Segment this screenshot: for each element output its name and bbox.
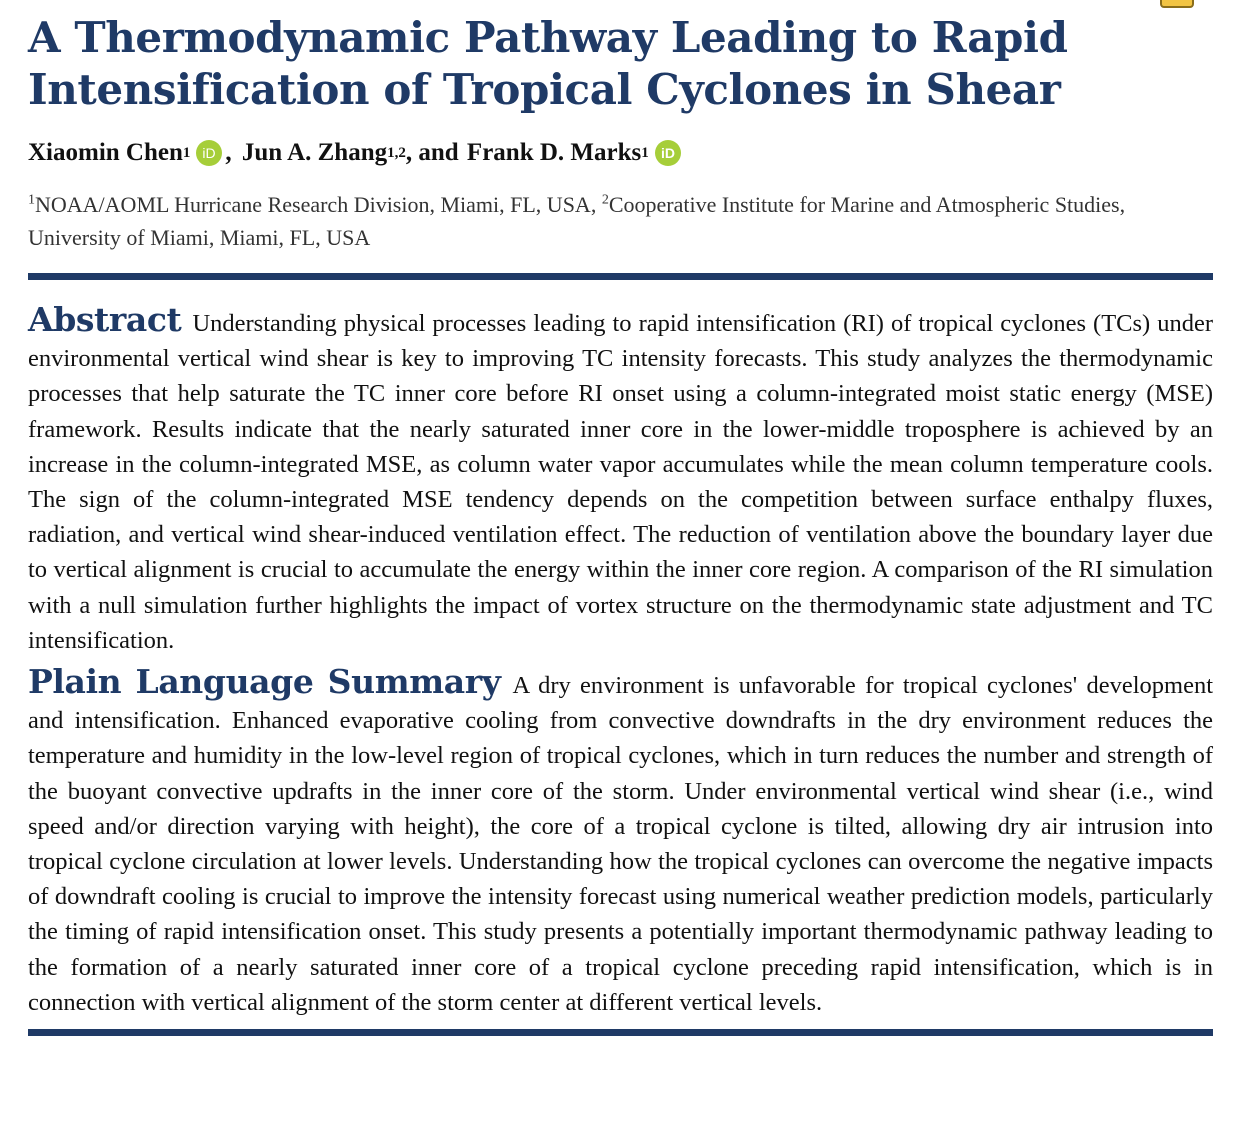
orcid-icon-label: iD — [660, 145, 675, 161]
orcid-icon[interactable] — [196, 140, 222, 166]
affiliations — [28, 188, 1213, 254]
article-title — [28, 12, 1213, 116]
author-separator: , and — [405, 139, 465, 166]
author-name[interactable]: Frank D. Marks — [466, 139, 642, 166]
affiliation-mark: 1 — [28, 192, 35, 208]
plain-language-summary-section — [28, 664, 1213, 1020]
plain-language-summary-heading: Plain Language Summary — [28, 662, 501, 702]
orcid-icon[interactable] — [655, 140, 681, 166]
abstract-heading: Abstract — [28, 300, 182, 339]
abstract-section — [28, 302, 1213, 658]
author-name[interactable]: Xiaomin Chen — [28, 139, 183, 166]
author-separator: , — [225, 139, 238, 166]
abstract-text: Understanding physical processes leading to rapid intensification (RI) of tropical cyclones (TCs) under environmental vertical wind shear is key to improving TC intensity forecasts. This study analyzes the thermodynamic processes that help saturate the TC inner core before RI onset using a column-integrated moist static energy (MSE) framework. Results indicate that the nearly saturated inner core in the lower-middle troposphere is achieved by an increase in the column-integrated MSE, as column water vapor accumulates while the mean column temperature cools. The sign of the column-integrated MSE tendency depends on the competition between surface enthalpy fluxes, radiation, and vertical wind shear-induced ventilation effect. The reduction of ventilation above the boundary layer due to vertical alignment is crucial to accumulate the energy within the inner core region. A comparison of the RI simulation with a null simulation further highlights the impact of vortex structure on the thermodynamic state adjustment and TC intensification. — [28, 310, 1214, 654]
author-name[interactable]: Jun A. Zhang — [241, 139, 388, 166]
title-line-1: A Thermodynamic Pathway Leading to Rapid — [28, 13, 1068, 62]
affiliation-text: Cooperative Institute for Marine and Atmospheric Studies, University of Miami, Miami, FL, USA — [28, 192, 1126, 250]
title-line-2: Intensification of Tropical Cyclones in Shear — [28, 65, 1061, 114]
plain-language-summary-text: A dry environment is unfavorable for tropical cyclones' development and intensification. Enhanced evaporative cooling from convective downdrafts in the dry environment reduces the temperature and humidity in the low-level region of tropical cyclones, which in turn reduces the number and strength of the buoyant convective updrafts in the inner core of the storm. Under environmental vertical wind shear (i.e., wind speed and/or direction varying with height), the core of a tropical cyclone is tilted, allowing dry air intrusion into tropical cyclone circulation at lower levels. Understanding how the tropical cyclones can overcome the negative impacts of downdraft cooling is crucial to improve the intensity forecast using numerical weather prediction models, particularly the timing of rapid intensification onset. This study presents a potentially important thermodynamic pathway leading to the formation of a nearly saturated inner core of a tropical cyclone preceding rapid intensification, which is in connection with vertical alignment of the storm center at different vertical levels. — [28, 672, 1214, 1016]
affiliation-mark: 2 — [601, 192, 609, 208]
section-divider — [28, 273, 1213, 280]
author-list: Xiaomin Chen 1 iD , Jun A. Zhang 1,2 , and Frank D. Marks 1 iD — [28, 138, 1213, 168]
section-divider — [28, 1029, 1213, 1036]
affiliation-text: NOAA/AOML Hurricane Research Division, Miami, FL, USA, — [35, 192, 602, 217]
orcid-icon-label: iD — [202, 145, 217, 161]
article-header — [28, 0, 1213, 1036]
